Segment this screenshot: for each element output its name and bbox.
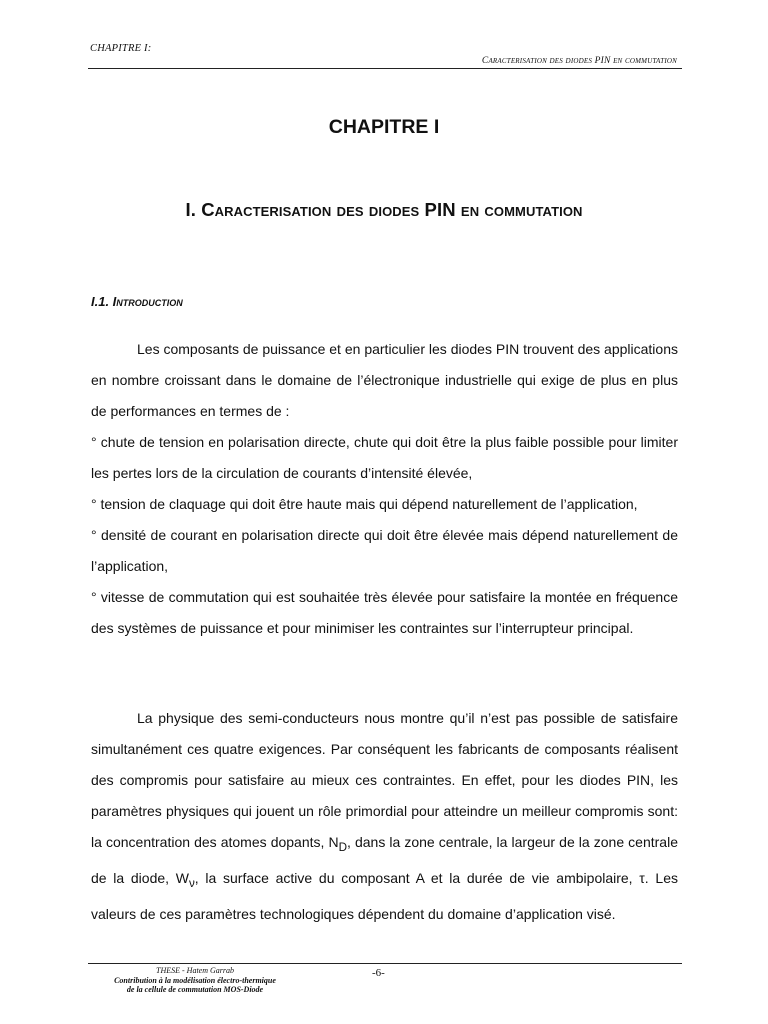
footer-title-line1: Contribution à la modélisation électro-thermique (114, 975, 276, 985)
chapter-title: CHAPITRE I (328, 116, 440, 138)
header-rule (88, 68, 682, 69)
footer-title-line2: de la cellule de commutation MOS-Diode (126, 985, 264, 994)
footer-thesis-info (90, 966, 300, 995)
running-header-chapter: CHAPITRE I: (90, 43, 152, 54)
page-number: -6- (372, 967, 385, 979)
footer-rule (88, 963, 682, 964)
paragraph-part: , dans la zone centrale, la largeur de la zone centrale de la diode, W (91, 834, 678, 886)
list-item: ° chute de tension en polarisation directe, chute qui doit être la plus faible possible pour limiter les pertes lors de la circulation de courants d’intensité élevée, (91, 434, 678, 481)
paragraph-introduction (91, 334, 678, 644)
paragraph-part: La physique des semi-conducteurs nous montre qu’il n’est pas possible de satisfaire simultanément ces quatre exigences. Par conséquent les fabricants de composants réalisent des compromis pour satisfaire au mieux ces contraintes. En effet, pour les diodes PIN, les paramètres physiques qui jouent un rôle primordial pour atteindre un meilleur compromis sont: la concentration des atomes dopants, N (91, 710, 678, 850)
list-item: ° densité de courant en polarisation directe qui doit être élevée mais dépend naturellement de l’application, (91, 527, 678, 574)
paragraph-physics (91, 703, 678, 930)
subsection-title: I.1. Introduction (91, 294, 183, 309)
paragraph-part: , la surface active du composant A et la durée de vie ambipolaire, τ. Les valeurs de ces paramètres technologiques dépendent du domaine d’application visé. (91, 869, 678, 922)
section-title: I. Caracterisation des diodes PIN en commutation (185, 199, 583, 220)
list-item: ° tension de claquage qui doit être haute mais qui dépend naturellement de l’application, (91, 496, 638, 512)
paragraph-text (91, 703, 678, 930)
subscript-nu: ν (188, 876, 195, 890)
paragraph-text: Les composants de puissance et en particulier les diodes PIN trouvent des applications en nombre croissant dans le domaine de l’électronique industrielle qui exige de plus en plus de performances en termes de : (91, 341, 678, 419)
subscript-d: D (338, 840, 348, 854)
running-header-section: Caracterisation des diodes PIN en commutation (481, 56, 677, 66)
footer-author: THESE - Hatem Garrab (156, 966, 234, 975)
list-item: ° vitesse de commutation qui est souhaitée très élevée pour satisfaire la montée en fréquence des systèmes de puissance et pour minimiser les contraintes sur l’interrupteur principal. (91, 589, 678, 636)
